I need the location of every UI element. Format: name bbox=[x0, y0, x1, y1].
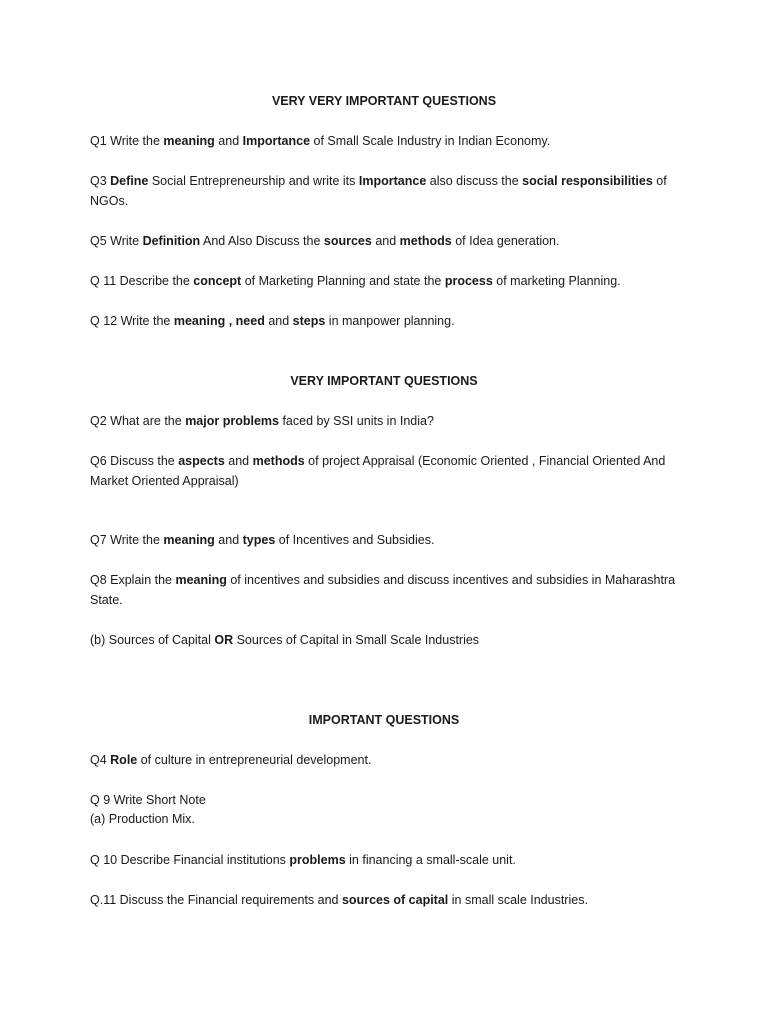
question-q5: Q5 Write Definition And Also Discuss the sources and methods of Idea generation. bbox=[90, 234, 560, 248]
question-q9-a: (a) Production Mix. bbox=[90, 812, 195, 826]
question-q8-b: (b) Sources of Capital OR Sources of Capital in Small Scale Industries bbox=[90, 633, 480, 647]
question-q12: Q 12 Write the meaning , need and steps in manpower planning. bbox=[90, 314, 455, 328]
question-q11-financial: Q.11 Discuss the Financial requirements and sources of capital in small scale Industries. bbox=[90, 893, 588, 907]
section-heading-very-important: VERY IMPORTANT QUESTIONS bbox=[290, 374, 478, 388]
section-heading-very-very-important: VERY VERY IMPORTANT QUESTIONS bbox=[271, 94, 497, 108]
question-q9: Q 9 Write Short Note bbox=[90, 793, 206, 807]
question-q8: Q8 Explain the meaning of incentives and subsidies and discuss incentives and subsidies in Maharashtra State. bbox=[90, 573, 676, 607]
question-q4: Q4 Role of culture in entrepreneurial development. bbox=[90, 753, 372, 767]
question-q11-marketing: Q 11 Describe the concept of Marketing Planning and state the process of marketing Planning. bbox=[90, 274, 621, 288]
question-q2: Q2 What are the major problems faced by SSI units in India? bbox=[90, 414, 434, 428]
question-q7: Q7 Write the meaning and types of Incentives and Subsidies. bbox=[90, 533, 435, 547]
question-q1: Q1 Write the meaning and Importance of Small Scale Industry in Indian Economy. bbox=[90, 134, 551, 148]
section-heading-important: IMPORTANT QUESTIONS bbox=[308, 713, 460, 727]
question-q10: Q 10 Describe Financial institutions problems in financing a small-scale unit. bbox=[90, 853, 516, 867]
question-q6: Q6 Discuss the aspects and methods of project Appraisal (Economic Oriented , Financial Oriented And Market Oriented Appraisal) bbox=[90, 454, 666, 488]
question-q3: Q3 Define Social Entrepreneurship and write its Importance also discuss the social responsibilities of NGOs. bbox=[90, 174, 667, 208]
